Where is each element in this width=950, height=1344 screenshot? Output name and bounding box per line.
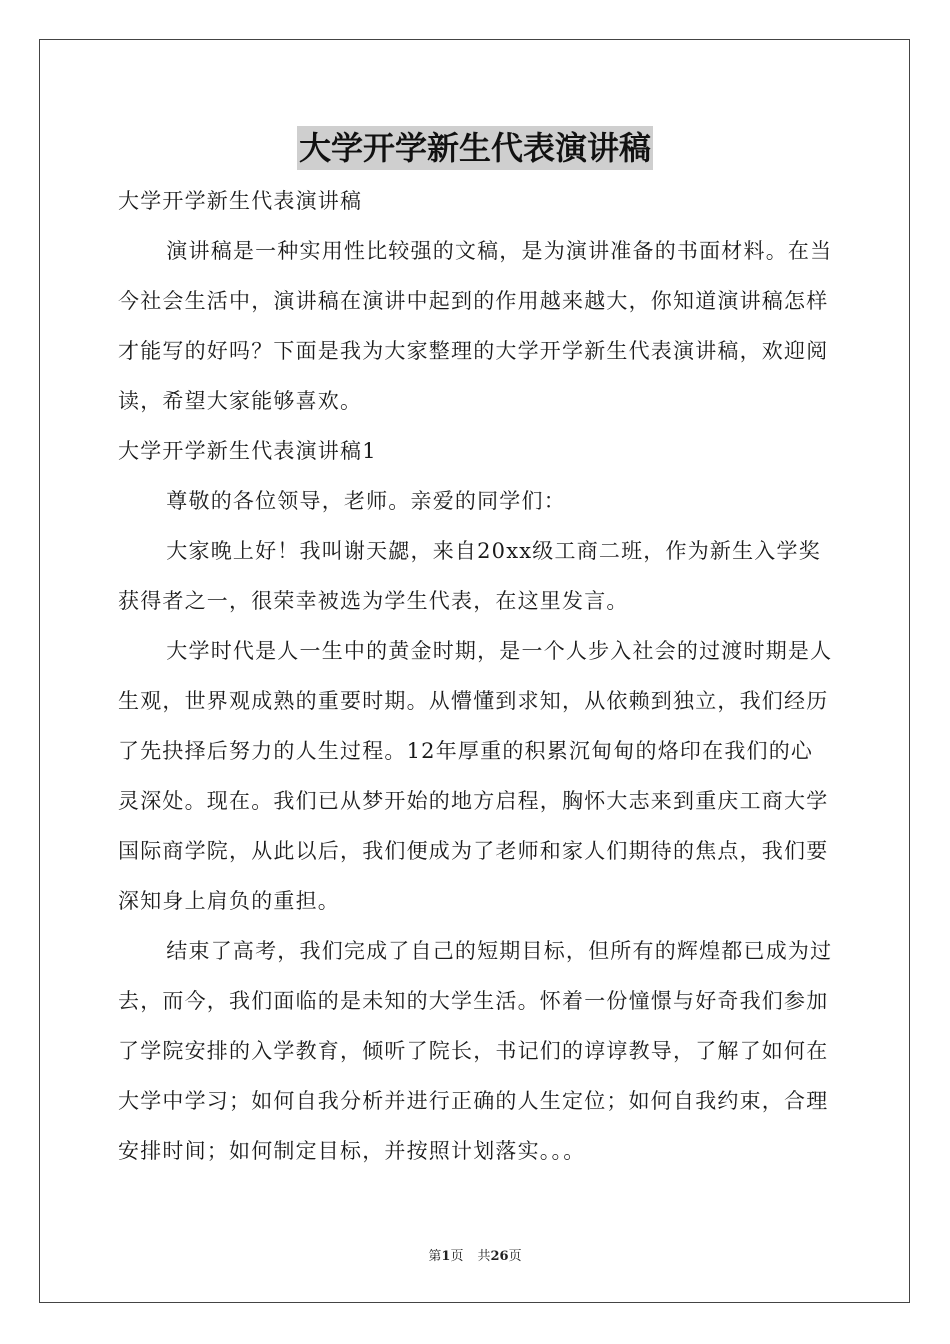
intro-paragraph: 演讲稿是一种实用性比较强的文稿，是为演讲准备的书面材料。在当今社会生活中，演讲稿在演讲中起到的作用越来越大，你知道演讲稿怎样才能写的好吗？下面是我为大家整理的大学开学新生代表演讲稿，欢迎阅读，希望大家能够喜欢。 (118, 239, 833, 413)
body-paragraph: 大学时代是人一生中的黄金时期，是一个人步入社会的过渡时期是人生观，世界观成熟的重要时期。从懵懂到求知，从依赖到独立，我们经历了先抉择后努力的人生过程。12年厚重的积累沉甸甸的烙印在我们的心灵深处。现在。我们已从梦开始的地方启程，胸怀大志来到重庆工商大学国际商学院，从此以后，我们便成为了老师和家人们期待的焦点，我们要深知身上肩负的重担。 (118, 639, 833, 913)
total-pages: 26 (490, 1249, 509, 1264)
title-container (0, 126, 950, 170)
total-suffix: 页 (508, 1249, 522, 1264)
page-suffix: 页 (450, 1249, 464, 1264)
body-paragraph: 结束了高考，我们完成了自己的短期目标，但所有的辉煌都已成为过去，而今，我们面临的是未知的大学生活。怀着一份憧憬与好奇我们参加了学院安排的入学教育，倾听了院长，书记们的谆谆教导，了解了如何在大学中学习；如何自我分析并进行正确的人生定位；如何自我约束，合理安排时间；如何制定目标，并按照计划落实。。。 (118, 939, 833, 1163)
salutation-paragraph: 尊敬的各位领导，老师。亲爱的同学们： (166, 489, 566, 513)
page-prefix: 第 (428, 1249, 442, 1264)
total-prefix: 共 (477, 1249, 491, 1264)
section-heading: 大学开学新生代表演讲稿1 (118, 439, 377, 463)
body-paragraph: 大家晚上好！我叫谢天勰，来自20xx级工商二班，作为新生入学奖获得者之一，很荣幸被选为学生代表，在这里发言。 (118, 539, 821, 613)
page-footer (0, 1248, 950, 1266)
document-body (118, 176, 834, 1176)
page-number: 1 (441, 1249, 451, 1264)
document-title: 大学开学新生代表演讲稿 (297, 126, 653, 170)
subtitle-line: 大学开学新生代表演讲稿 (118, 189, 363, 213)
